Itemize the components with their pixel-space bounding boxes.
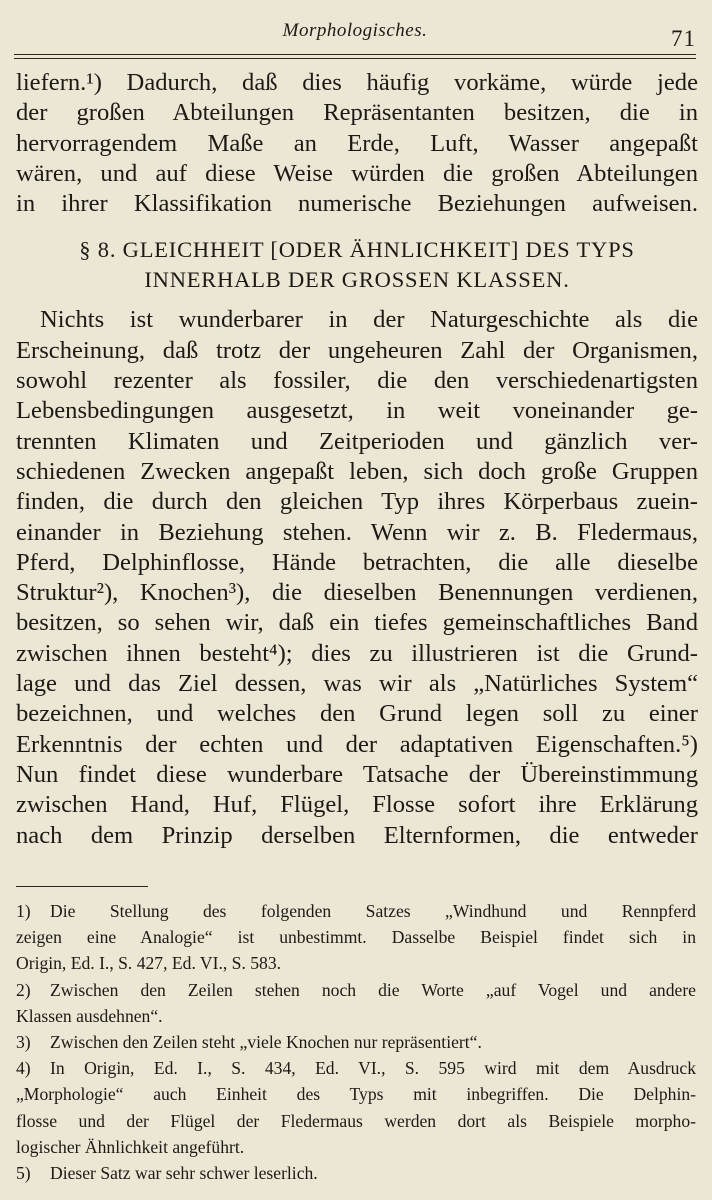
running-title: Morphologisches.: [282, 20, 428, 41]
text-line: zwischen Hand, Huf, Flügel, Flosse sofort ihre Erklärung: [16, 791, 698, 819]
footnote-line: Klassen ausdehnen“.: [16, 1005, 163, 1026]
footnote-line: logischer Ähnlichkeit angeführt.: [16, 1136, 245, 1157]
footnote-separator: [16, 886, 148, 887]
footnote-line: Zwischen den Zeilen stehen noch die Worte „auf Vogel und andere: [50, 979, 696, 1000]
footnote-number: 5): [16, 1163, 31, 1184]
section-heading-line: INNERHALB DER GROSSEN KLASSEN.: [144, 267, 570, 293]
text-line: wären, und auf diese Weise würden die großen Abteilungen: [16, 159, 698, 187]
text-line: bezeichnen, und welches den Grund legen soll zu einer: [16, 700, 698, 728]
footnote-line: flosse und der Flügel der Fledermaus werden dort als Beispiele morpho-: [16, 1110, 696, 1131]
footnote-number: 4): [16, 1058, 31, 1079]
text-line: einander in Beziehung stehen. Wenn wir z. B. Fledermaus,: [16, 518, 698, 546]
footnote-line: zeigen eine Analogie“ ist unbestimmt. Dasselbe Beispiel findet sich in: [16, 927, 696, 948]
footnote-line: Zwischen den Zeilen steht „viele Knochen nur repräsentiert“.: [50, 1032, 482, 1053]
text-line: nach dem Prinzip derselben Elternformen, die entweder: [16, 821, 698, 849]
intro-paragraph: [16, 68, 698, 219]
section-heading: [16, 235, 698, 295]
footnotes: [16, 898, 696, 1186]
footnote-2: [16, 977, 696, 1029]
footnote-line: Origin, Ed. I., S. 427, Ed. VI., S. 583.: [16, 953, 282, 974]
text-line: hervorragendem Maße an Erde, Luft, Wasser angepaßt: [16, 129, 698, 157]
section-heading-line: § 8. GLEICHHEIT [ODER ÄHNLICHKEIT] DES TYPS: [79, 237, 635, 263]
text-line: der großen Abteilungen Repräsentanten besitzen, die in: [16, 99, 698, 127]
text-line: Pferd, Delphinflosse, Hände betrachten, die alle dieselbe: [16, 548, 698, 576]
text-line: zwischen ihnen besteht⁴); dies zu illustrieren ist die Grund-: [16, 639, 698, 667]
running-header: [14, 18, 696, 52]
footnote-line: Die Stellung des folgenden Satzes „Windhund und Rennpferd: [50, 901, 696, 921]
footnote-5: [16, 1160, 696, 1186]
text-line: lage und das Ziel dessen, was wir als „Natürliches System“: [16, 670, 698, 698]
footnote-4: [16, 1055, 696, 1160]
footnote-number: 1): [16, 901, 31, 921]
page-number: 71: [671, 26, 696, 51]
text-line: liefern.¹) Dadurch, daß dies häufig vorkäme, würde jede: [16, 69, 698, 96]
footnote-1: [16, 898, 696, 977]
text-line: Lebensbedingungen ausgesetzt, in weit voneinander ge-: [16, 397, 698, 425]
footnote-line: „Morphologie“ auch Einheit des Typs mit inbegriffen. Die Delphin-: [16, 1084, 696, 1105]
footnote-number: 2): [16, 979, 31, 1000]
text-line: Nichts ist wunderbarer in der Naturgeschichte als die: [40, 306, 698, 334]
text-line: finden, die durch den gleichen Typ ihres Körperbaus zuein-: [16, 488, 698, 516]
text-line: Struktur²), Knochen³), die dieselben Benennungen verdienen,: [16, 579, 698, 607]
footnote-line: In Origin, Ed. I., S. 434, Ed. VI., S. 595 wird mit dem Ausdruck: [50, 1058, 696, 1079]
text-line: schiedenen Zwecken angepaßt leben, sich doch große Gruppen: [16, 457, 698, 485]
body-text: [16, 68, 698, 851]
text-line: sowohl rezenter als fossiler, die den verschiedenartigsten: [16, 367, 698, 395]
footnote-3: [16, 1029, 696, 1055]
text-line: Erkenntnis der echten und der adaptativen Eigenschaften.⁵): [16, 730, 698, 758]
text-line: in ihrer Klassifikation numerische Beziehungen aufweisen.: [16, 190, 698, 218]
header-rule-bottom: [14, 58, 696, 59]
header-rule-top: [14, 54, 696, 55]
footnote-line: Dieser Satz war sehr schwer leserlich.: [50, 1163, 318, 1184]
text-line: trennten Klimaten und Zeitperioden und gänzlich ver-: [16, 427, 698, 455]
text-line: Erscheinung, daß trotz der ungeheuren Zahl der Organismen,: [16, 336, 698, 364]
main-paragraph: [16, 305, 698, 850]
text-line: Nun findet diese wunderbare Tatsache der Übereinstimmung: [16, 760, 698, 788]
text-line: besitzen, so sehen wir, daß ein tiefes gemeinschaftliches Band: [16, 609, 698, 637]
footnote-number: 3): [16, 1032, 31, 1053]
